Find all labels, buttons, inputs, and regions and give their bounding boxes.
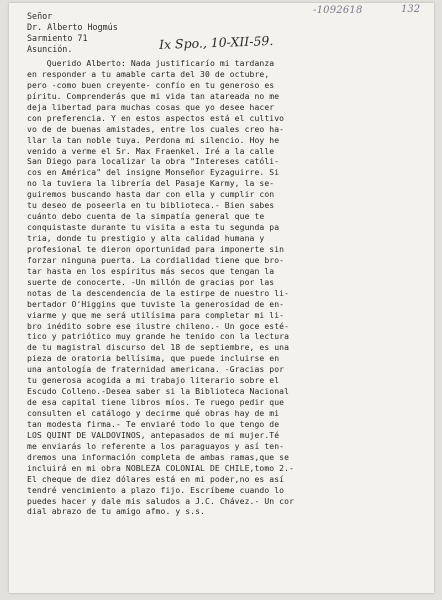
body-line: bertador O'Higgins que tuviste la generosidad de en- [27,299,285,309]
body-line: con preferencia. Y en estos aspectos está el cultivo [27,113,285,123]
letter-body [27,59,429,518]
address-street: Sarmiento 71 [27,33,88,43]
body-line: profesional te dieron oportunidad para imponerte sin [27,244,285,254]
body-line: me enviarás lo referente a los paraguayos y así ten- [27,441,285,451]
body-line: forzar ninguna puerta. La cordialidad tiene que bro- [27,255,285,265]
page-mark: 132 [401,4,421,15]
body-line: cos en América" del insigne Monseñor Eyzaguirre. Si [27,168,280,178]
body-line: dial abrazo de tu amigo afmo. y s.s. [27,507,206,517]
body-line: tar hasta en los espíritus más secos que tengan la [27,266,275,276]
body-line: dremos una información completa de ambas ramas,que se [27,452,290,462]
body-line: Querido Alberto: Nada justificarío mi tardanza [27,59,275,68]
body-line: conquistaste durante tu visita a esta tu segunda pa [27,223,280,233]
body-line: vo de de buenas amistades, entre los cuales creo ha- [27,124,285,134]
body-line: pero -como buen creyente- confío en tu generoso es [27,80,275,90]
address-city: Asunción. [27,44,73,54]
body-line: notas de la descendencia de la estirpe de nuestro li- [27,288,290,298]
body-line: no la tuviera la librería del Pasaje Karmy, la se- [27,179,275,189]
body-line: pieza de oratoria bellísima, que puede incluirse en [27,354,280,364]
body-line: llar la tan noble tuya. Perdona mi silencio. Hoy he [27,135,280,145]
body-line: LOS QUINT DE VALDOVINOS, antepasados de mi mujer.Té [27,430,280,440]
body-line: deja libertad para muchas cosas que yo desee hacer [27,102,275,112]
recipient-address [27,11,118,55]
body-line: de esa capital tiene libros míos. Te ruego pedir que [27,398,285,408]
body-line: tu generosa acogida a mi trabajo literario sobre el [27,376,280,386]
body-line: El cheque de diez dólares está en mi poder,no es así [27,474,285,484]
body-line: Escudo Colleno.-Desea saber si la Biblioteca Nacional [27,387,290,397]
body-line: puedes hacer y dale mis saludos a J.C. Chávez.- Un cor [27,496,295,506]
address-salutation: Señor [27,11,53,21]
body-line: incluirá en mi obra NOBLEZA COLONIAL DE CHILE,tomo 2.- [27,463,295,473]
body-line: guiremos buscando hasta dar con ella y cumplir con [27,190,275,200]
body-line: tu deseo de poseerla en tu biblioteca.- Bien sabes [27,201,275,211]
body-line: tendré vencimiento a plazo fijo. Escríbeme cuando lo [27,485,285,495]
body-line: de tu magistral discurso del 18 de septiembre, es una [27,343,290,353]
body-line: tico y patriótico muy grande he tenido con la lectura [27,332,290,342]
letter-page [9,3,434,593]
handwritten-date: Ix Spo., 10-XII-59. [158,33,274,52]
body-line: suerte de conocerte. -Un millón de gracias por las [27,277,275,287]
body-line: tan modesta firma.- Te enviaré todo lo que tengo de [27,419,280,429]
address-recipient-name: Dr. Alberto Hogmús [27,22,118,32]
body-line: tria, donde tu prestigio y alta calidad humana y [27,234,265,243]
body-line: venido a verme el Sr. Max Fraenkel. Iré a la calle [27,146,275,156]
body-line: consulten el catálogo y decirme qué obras hay de mi [27,409,280,418]
body-line: cuánto debo cuenta de la simpatía general que te [27,212,265,222]
body-line: una antología de fraternidad americana. -Gracias por [27,365,285,375]
body-line: bro inédito sobre ese ilustre chileno.- Un goce esté- [27,321,290,331]
body-line: píritu. Comprenderás que mi vida tan atareada no me [27,91,280,101]
archive-number: -1092618 [313,5,363,16]
body-line: viarme y que me será utilísima para completar mi li- [27,310,285,320]
body-line: San Diego para localizar la obra "Intereses católi- [27,157,280,167]
body-line: en responder a tu amable carta del 30 de octubre, [27,69,270,79]
